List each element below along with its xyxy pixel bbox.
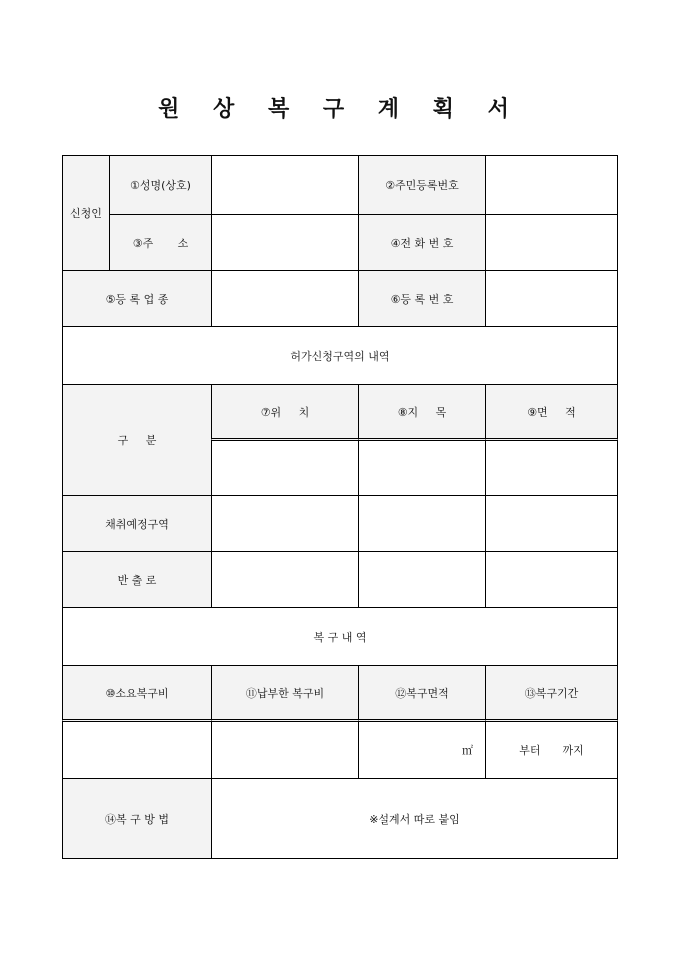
- paid-cost-field[interactable]: [211, 721, 359, 779]
- restore-area-header: ⑫복구면적: [358, 665, 486, 722]
- phone-field[interactable]: [485, 214, 618, 271]
- route-land-type-field[interactable]: [358, 551, 486, 608]
- restoration-method-label: ⑭복 구 방 법: [62, 778, 212, 859]
- registration-number-label: ⑥등 록 번 호: [358, 270, 486, 327]
- address-label: ③주 소: [109, 214, 212, 271]
- category-land-type-field[interactable]: [358, 440, 486, 496]
- land-type-header: ⑧지 목: [358, 384, 486, 441]
- name-field[interactable]: [211, 155, 359, 215]
- mining-area-field[interactable]: [485, 495, 618, 552]
- category-location-field[interactable]: [211, 440, 359, 496]
- restore-period-header: ⑬복구기간: [485, 665, 618, 722]
- permit-section-header: 허가신청구역의 내역: [62, 326, 618, 385]
- mining-land-type-field[interactable]: [358, 495, 486, 552]
- restoration-section-header: 복 구 내 역: [62, 607, 618, 666]
- area-unit: ㎡: [462, 744, 473, 757]
- document-title: 원 상 복 구 계 획 서: [158, 97, 522, 122]
- restoration-plan-form: [62, 155, 618, 859]
- resident-number-field[interactable]: [485, 155, 618, 215]
- restore-area-field[interactable]: [358, 721, 486, 779]
- phone-label: ④전 화 번 호: [358, 214, 486, 271]
- period-from-text: 부터: [519, 744, 541, 757]
- applicant-group-label: 신청인: [62, 155, 110, 271]
- restoration-method-field: ※설계서 따로 붙임: [211, 778, 618, 859]
- category-label: 구 분: [62, 384, 212, 496]
- resident-number-label: ②주민등록번호: [358, 155, 486, 215]
- period-to-text: 까지: [562, 744, 584, 757]
- name-label: ①성명(상호): [109, 155, 212, 215]
- restoration-cost-field[interactable]: [62, 721, 212, 779]
- business-type-label: ⑤등 록 업 종: [62, 270, 212, 327]
- address-field[interactable]: [211, 214, 359, 271]
- category-area-field[interactable]: [485, 440, 618, 496]
- business-type-field[interactable]: [211, 270, 359, 327]
- paid-cost-header: ⑪납부한 복구비: [211, 665, 359, 722]
- location-header: ⑦위 치: [211, 384, 359, 441]
- restore-period-field[interactable]: [485, 721, 618, 779]
- mining-location-field[interactable]: [211, 495, 359, 552]
- route-location-field[interactable]: [211, 551, 359, 608]
- transport-route-label: 반 출 로: [62, 551, 212, 608]
- area-header: ⑨면 적: [485, 384, 618, 441]
- route-area-field[interactable]: [485, 551, 618, 608]
- restoration-cost-header: ⑩소요복구비: [62, 665, 212, 722]
- registration-number-field[interactable]: [485, 270, 618, 327]
- mining-area-label: 채취예정구역: [62, 495, 212, 552]
